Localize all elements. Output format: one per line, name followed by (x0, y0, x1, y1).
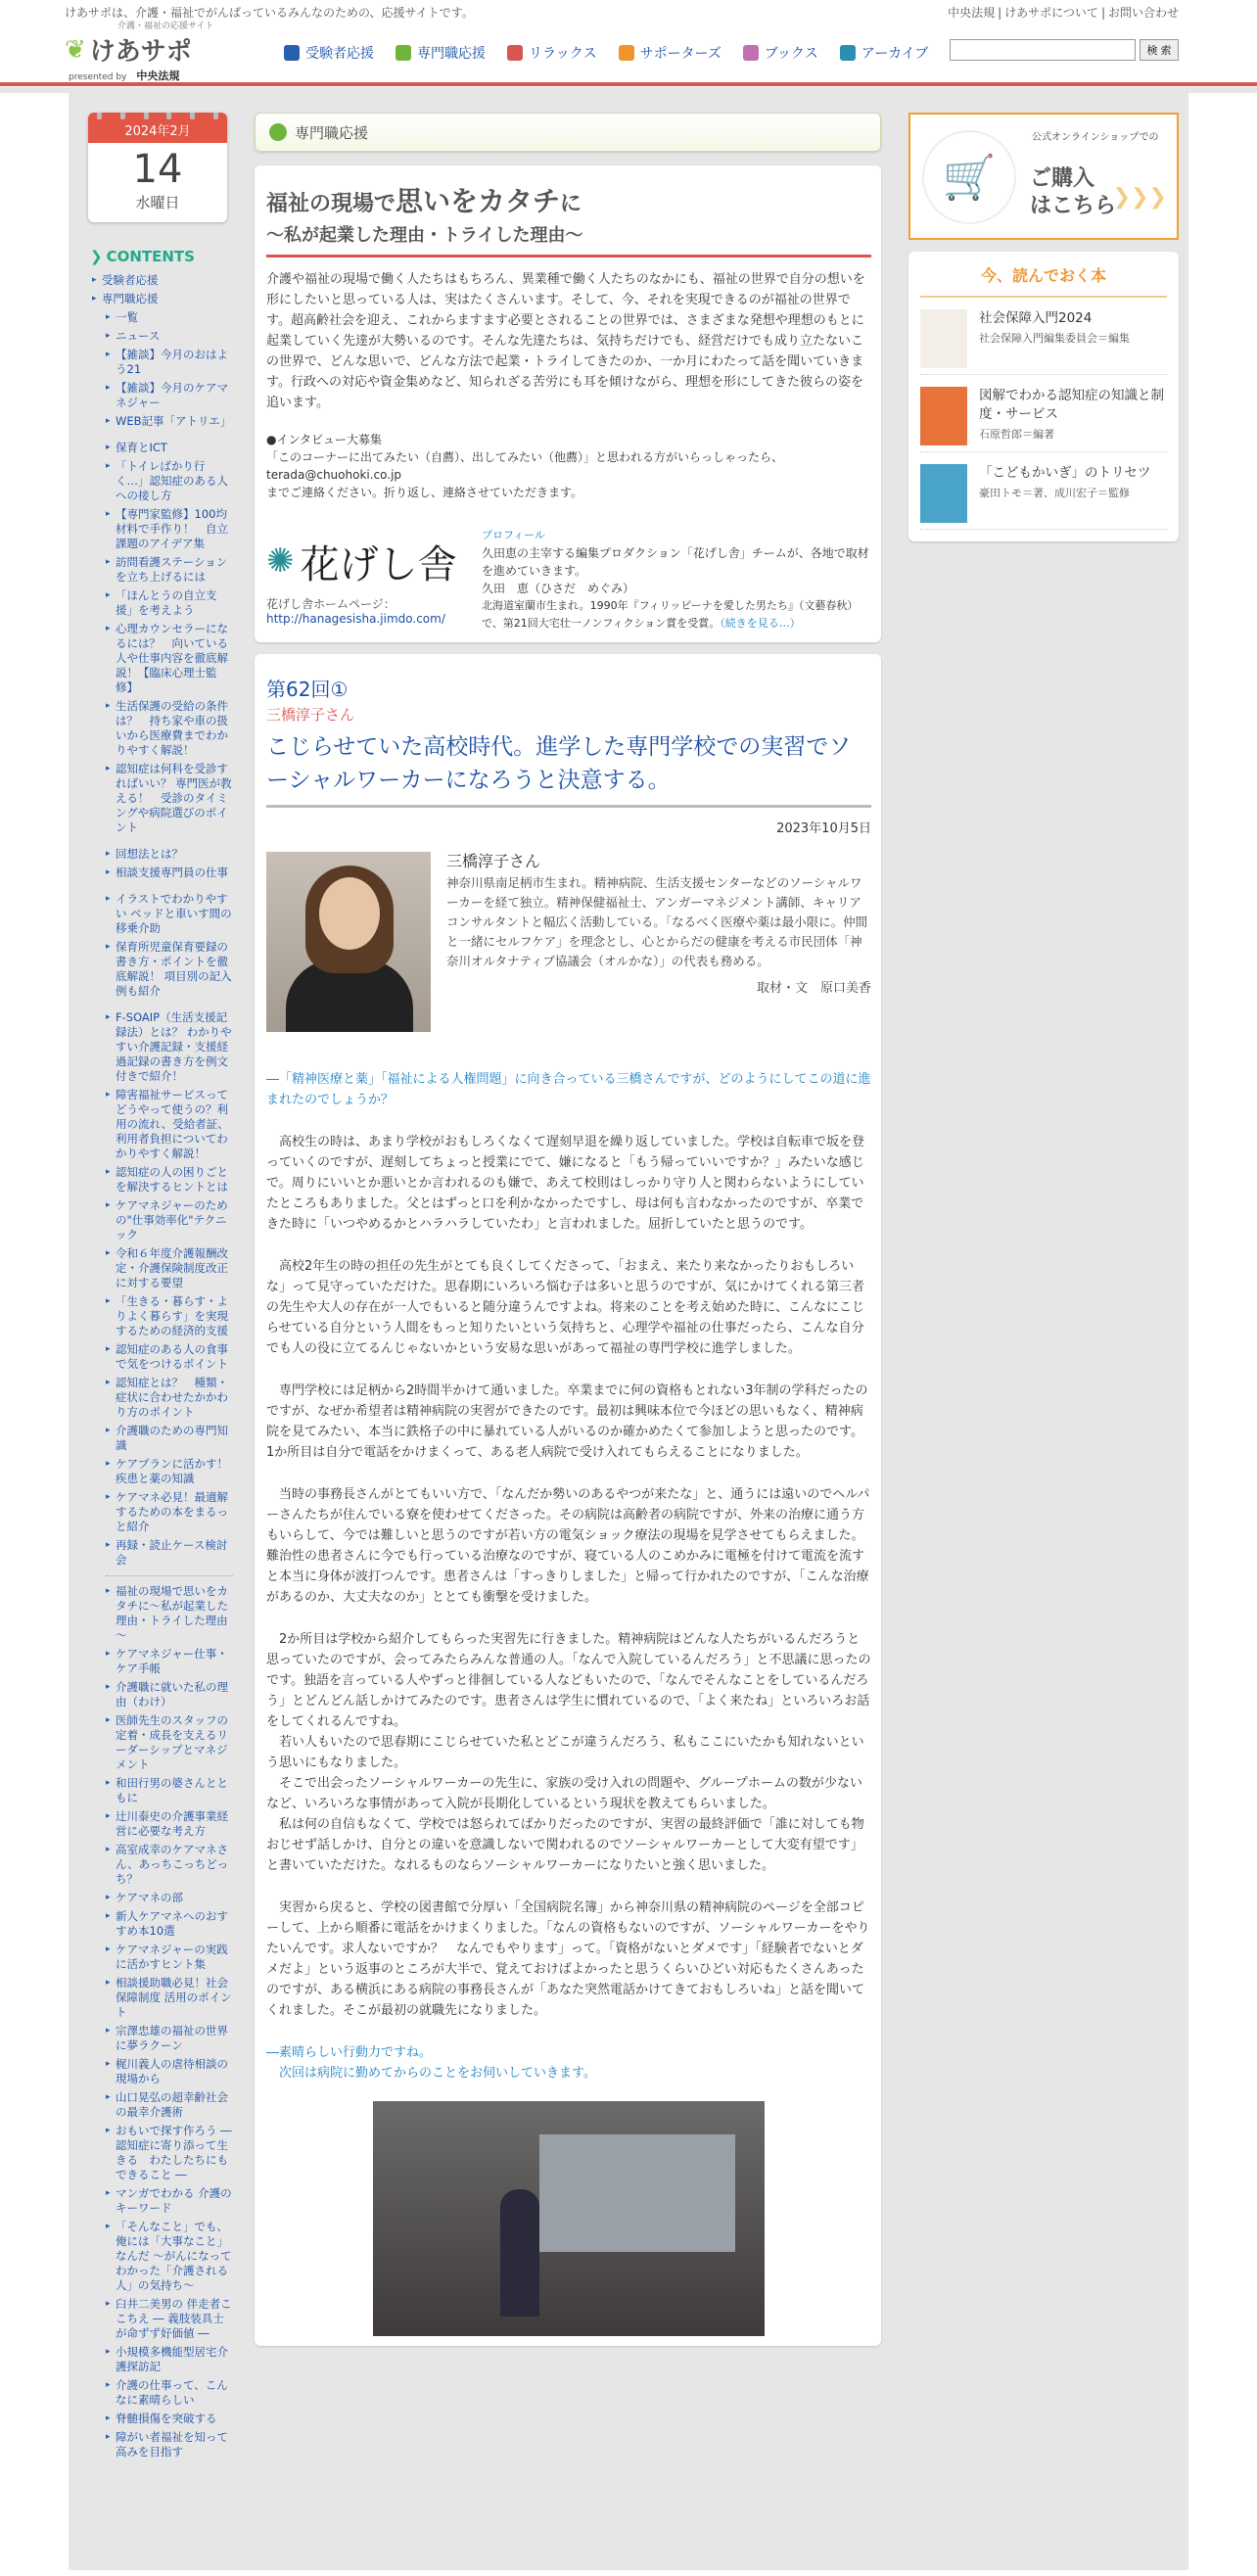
chevron-down-icon: ❯ (90, 248, 103, 265)
book-title: 「こどもかいぎ」のトリセツ (979, 465, 1151, 481)
nav-label: 受験者応援 (305, 46, 374, 62)
interviewee-fullname: 三橋淳子さん (446, 852, 541, 870)
contents-item[interactable]: ▸ ケアプランに活かす！疾患と薬の知識 (106, 1455, 233, 1488)
main-column (255, 113, 881, 2346)
contents-item[interactable]: ▸ 【雑談】今月のおはよう21 (106, 346, 233, 379)
nav-label: ブックス (764, 46, 818, 62)
search-bar (950, 39, 1179, 61)
contents-item[interactable]: ▸ ニュース (106, 327, 233, 346)
seminar-photo (373, 2101, 765, 2336)
contents-item[interactable]: ▸ おもいで探す作ろう ― 認知症に寄り添って生きる わたしたちにもできること ― (106, 2122, 233, 2184)
contents-item[interactable]: ▸ 介護職に就いた私の理由（わけ） (106, 1678, 233, 1711)
contents-item[interactable]: ▸ 脊髄損傷を突破する (106, 2410, 233, 2428)
person-icon (269, 123, 287, 141)
nav-label: 専門職応援 (417, 46, 486, 62)
interviewee-photo (266, 852, 431, 1032)
contents-item[interactable]: ▸ 和田行男の婆さんとともに (106, 1774, 233, 1807)
contents-title: CONTENTS (106, 248, 195, 265)
profile-bio: 北海道室蘭市生まれ。1990年『フィリッピーナを愛した男たち』（文藝春秋）で、第21回大宅壮一ノンフィクション賞を受賞。 (482, 599, 859, 630)
logo-company: 中央法規 (136, 70, 180, 82)
contents-item[interactable]: ▸ 認知症は何科を受診すればいい？ 専門医が教える！ 受診のタイミングや病院選びのポイント (106, 760, 233, 837)
answer-paragraph: 当時の事務長さんがとてもいい方で、「なんだか勢いのあるやつが来たな」と、通うには遠いのでヘルパーさんたちが住んでいる寮を使わせてくださった。その病院は高齢者の病院ですが、外来の治療に通う方もいらして、今では難しいと思うのですが若い方の電気ショック療法の現場を見学させてもらえました。難治性の患者さんに今でも行っている治療なのですが、寝ている人のこめかみに電極を付けて電流を流すと本当に身体が波打つんです。患者さんは「すっきりしました」と帰って行かれたのですが、「こんな治療があるのか、大丈夫なのか」ととても衝撃を受けました。 (266, 1487, 870, 1605)
nav-label: サポーターズ (639, 46, 722, 62)
contents-item[interactable]: ▸ 高室成幸のケアマネさん、あっちこっちどっち？ (106, 1841, 233, 1889)
contents-item[interactable]: ▸ 受験者応援 (92, 271, 233, 290)
book-list (920, 298, 1167, 530)
search-input[interactable] (950, 39, 1136, 61)
site-tagline: けあサポは、介護・福祉でがんばっているみんなのための、応援サイトです。 (65, 5, 474, 20)
author-profile (266, 527, 871, 632)
homepage-link[interactable]: http://hanagesisha.jimdo.com/ (266, 612, 445, 626)
contents-item[interactable]: ▸ 「生きる・暮らす・よりよく暮らす」を実現するための経済的支援 (106, 1292, 233, 1340)
contents-item[interactable]: ▸ ケアマネジャーのための"仕事効率化"テクニック (106, 1196, 233, 1244)
calendar-month: 2024年2月 (124, 124, 191, 139)
hanagesisha-logo: ✺ 花げし舎 (266, 541, 457, 587)
interviewee-name: 三橋淳子さん (266, 706, 355, 724)
answer-paragraph: 専門学校には足柄から2時間半かけて通いました。卒業までに何の資格もとれない3年制の学科だったのですが、なぜか希望者は精神病院の実習ができたのです。最初は興味本位で今ほどの思いもなく、精神病院を見てみたい、本当に鉄格子の中に暴れている人がいるのか確かめたくて参加しようと思ったのです。1か所目は自分で電話をかけまくって、ある老人病院で受け入れてもらえることになりました。 (266, 1383, 868, 1460)
nav-icon (284, 45, 300, 61)
contents-item[interactable]: ▸ 梶川義人の虐待相談の現場から (106, 2055, 233, 2088)
shop-banner[interactable] (908, 113, 1179, 240)
contents-item[interactable]: ▸ マンガでわかる 介護のキーワード (106, 2184, 233, 2218)
book-cover (920, 387, 967, 445)
contents-item[interactable]: ▸ 【専門家監修】100均材料で手作り！ 自立課題のアイデア集 (106, 505, 233, 553)
contents-item[interactable]: ▸ ケアマネジャー仕事・ケア手帳 (106, 1645, 233, 1678)
contents-item[interactable]: ▸ 介護の仕事って、こんなに素晴らしい (106, 2376, 233, 2410)
episode-number: 第62回① (266, 678, 349, 701)
article-date: 2023年10月5日 (776, 821, 871, 836)
article-title: こじらせていた高校時代。進学した専門学校での実習でソーシャルワーカーになろうと決意する。 (266, 730, 871, 808)
closing-note: ―素晴らしい行動力ですね。 次回は病院に勤めてからのことをお伺いしていきます。 (266, 2045, 596, 2081)
contents-item[interactable]: ▸ ケアマネの部 (106, 1889, 233, 1907)
calendar-day: 14 (132, 147, 183, 192)
contents-item[interactable]: ▸ 小規模多機能型居宅介護探訪記 (106, 2343, 233, 2376)
book-item[interactable] (920, 298, 1167, 375)
nav-icon (507, 45, 523, 61)
contents-item[interactable]: ▸ WEB記事「アトリエ」 (106, 412, 233, 431)
profile-desc: 久田恵の主宰する編集プロダクション「花げし舎」チームが、各地で取材を進めていきます。 (482, 546, 869, 578)
contents-item[interactable]: ▸ 「ほんとうの自立支援」を考えよう (106, 586, 233, 620)
search-button[interactable]: 検 索 (1140, 39, 1179, 61)
contents-item[interactable]: ▸ 認知症のある人の食事で気をつけるポイント (106, 1340, 233, 1374)
profile-logo-area (266, 527, 462, 632)
nav-label: アーカイブ (861, 46, 929, 62)
contents-item[interactable]: ▸ 【雑談】今月のケアマネジャー (106, 379, 233, 412)
book-cover (920, 309, 967, 368)
site-header (0, 23, 1257, 82)
answer-paragraph: 高校2年生の時の担任の先生がとても良くしてくださって、「おまえ、来たり来なかったりおもしろいな」って見守っていただけた。思春期にいろいろ悩む子は多いと思うのですが、気にかけてくれる第三者の先生や大人の存在が一人でもいると随分違うんですよね。将来のことを考え始めた時に、こんなにこじらせている自分という人間をもっと知りたいという気持ちと、心理学や福祉の仕事だったら、こんな自分でも人の役に立てるんじゃないかという安易な思いがあって福祉の専門学校に進学しました。 (266, 1259, 865, 1356)
left-sidebar (78, 113, 237, 2461)
reading-list (908, 252, 1179, 541)
reading-heading: 今、読んでおく本 (920, 263, 1167, 298)
book-author: 石原哲郎＝編著 (979, 428, 1054, 441)
contents-item[interactable]: ▸ 認知症とは？ 種類・症状に合わせたかかわり方のポイント (106, 1374, 233, 1422)
series-subtitle: ～私が起業した理由・トライした理由～ (266, 221, 871, 258)
contents-item[interactable]: ▸ イラストでわかりやすい ベッドと車いす間の移乗介助 (106, 890, 233, 938)
article-credit: 取材・文 原口美香 (756, 981, 871, 996)
profile-author: 久田 恵（ひさだ めぐみ） (482, 582, 635, 595)
contents-item[interactable]: ▸ 保育所児童保育要録の書き方・ポイントを徹底解説！ 項目別の記入例も紹介 (106, 938, 233, 1001)
book-title: 社会保障入門2024 (979, 310, 1093, 326)
read-more-link[interactable]: （続きを見る…） (720, 617, 801, 630)
date-calendar (88, 113, 227, 222)
nav-item[interactable] (840, 43, 928, 63)
nav-label: リラックス (529, 46, 597, 62)
book-item[interactable] (920, 452, 1167, 530)
page-body (69, 93, 1188, 2570)
contents-item[interactable]: ▸ 認知症の人の困りごとを解決するヒントとは (106, 1163, 233, 1196)
contents-item[interactable]: ▸ 回想法とは？ (106, 845, 233, 864)
interviewee-bio: 神奈川県南足柄市生まれ。精神病院、生活支援センターなどのソーシャルワーカーを経て独立。精神保健福祉士、アンガーマネジメント講師、キャリアコンサルタントと幅広く活動している。「なるべく医療や薬は最小限に。仲間と一緒にセルフケア」を理念とし、心とからだの健康を考える市民団体「神奈川オルタナティブ協議会（オルかな）」の代表も務める。 (446, 875, 868, 968)
contents-item[interactable]: ▸ 保育とICT (106, 439, 233, 457)
series-title: 福祉の現場で思いをカタチに (266, 185, 582, 217)
logo-name: けあサポ (89, 37, 192, 67)
contents-item[interactable]: ▸ 心理カウンセラーになるには？ 向いている人や仕事内容を徹底解説！【臨床心理士監修】 (106, 620, 233, 697)
contents-item[interactable]: ▸ 「そんなこと」でも、俺には「大事なこと」なんだ ～がんになってわかった「介護される人」の気持ち～ (106, 2218, 233, 2295)
leaf-icon: ❦ (65, 34, 86, 65)
contents-item[interactable]: ▸ 令和６年度介護報酬改定・介護保険制度改正に対する要望 (106, 1244, 233, 1292)
contents-item[interactable]: ▸ 辻川泰史の介護事業経営に必要な考え方 (106, 1807, 233, 1841)
link-about[interactable]: けあサポについて (1004, 5, 1098, 20)
contents-item[interactable]: ▸ 相談援助職必見！社会保障制度 活用のポイント (106, 1974, 233, 2022)
contents-item[interactable]: ▸ 宗澤忠雄の福祉の世界に夢ラクーン (106, 2022, 233, 2055)
question: ―「精神医療と薬」「福祉による人権問題」に向き合っている三橋さんですが、どのようにしてこの道に進まれたのでしょうか？ (266, 1072, 871, 1107)
contents-item[interactable]: ▸ 山口晃弘の超幸齢社会の最幸介護術 (106, 2088, 233, 2122)
article-body (266, 1069, 871, 2084)
shop-caption: 公式オンラインショップでの (1032, 132, 1159, 143)
contents-item[interactable]: ▸ 訪問看護ステーションを立ち上げるには (106, 553, 233, 586)
book-item[interactable] (920, 375, 1167, 452)
series-description: 介護や福祉の現場で働く人たちはもちろん、異業種で働く人たちのなかにも、福祉の世界で自分の想いを形にしたいと思っている人は、実はたくさんいます。そして、今、それを実現できるのが福祉の世界です。超高齢社会を迎え、これからますます必要とされることの世界では、さまざまな発想や理想のもとに起業していく先達が大勢いるのです。そんな先達たちは、気持ちだけでも、経営だけでも成り立たないこの世界で、どんな思いで、どんな方法で起業・トライしてきたのか、一か月にわたって話を聞いていきます。行政への対応や資金集めなど、知られざる苦労にも耳を傾けながら、理想を形にしてきた彼らの姿を追います。 (266, 272, 865, 410)
calendar-weekday: 水曜日 (135, 194, 180, 211)
contents-item[interactable]: ▸ 一覧 (106, 308, 233, 327)
interview-request: ●インタビュー大募集 「このコーナーに出てみたい（自薦）、出してみたい（他薦）」と思われる方がいらっしゃったら、 terada@chuohoki.co.jp までご連絡ください。折り返し、連絡させていただきます。 (266, 433, 784, 499)
contents-item[interactable]: ▸ ケアマネ必見！最適解するための本をまるっと紹介 (106, 1488, 233, 1536)
cart-icon: 🛒 (922, 130, 1016, 224)
contents-item[interactable]: ▸ 臼井二美男の 伴走者ここちえ ― 義肢装具士が命ずず好価値 ― (106, 2295, 233, 2343)
main-nav (284, 43, 928, 63)
book-title: 図解でわかる認知症の知識と制度・サービス (979, 388, 1164, 422)
series-intro (255, 165, 881, 642)
nav-icon (396, 45, 411, 61)
contents-item[interactable]: ▸ 相談支援専門員の仕事 (106, 864, 233, 882)
nav-item[interactable] (743, 43, 818, 63)
contents-item[interactable]: ▸ 介護職のための専門知識 (106, 1422, 233, 1455)
answer-paragraph: 2か所目は学校から紹介してもらった実習先に行きました。精神病院はどんな人たちがいるんだろうと思っていたのですが、会ってみたらみんな普通の人。「なんで入院しているんだろう」と不思議に思ったのです。独語を言っている人やずっと徘徊している人などもいたので、「なんでそんなことをしているんだろう」とどんどん話しかけてみたのです。患者さんは学生に慣れているので、「よく来たね」といろいろお話をしてくれるんですね。 若い人もいたので思春期にこじらせていた私とどこが違うんだろう、私もここにいたかも知れないという思いにもなりました。 そこで出会ったソーシャルワーカーの先生に、家族の受け入れの問題や、グループホームの数が少ないなど、いろいろな事情があって入院が長期化しているという現状を教えてもらいました。 私は何の自信もなくて、学校では怒られてばかりだったのですが、実習の最終評価で「誰に対しても物おじせず話しかけ、自分との違いを意識しないで関われるのでソーシャルワーカーとして大変有望です」と書いていただけた。なれるものならソーシャルワーカーになりたいと強く思いました。 (266, 1632, 871, 1873)
nav-icon (743, 45, 759, 61)
contents-item[interactable]: ▸ 障害福祉サービスってどうやって使うの？利用の流れ、受給者証、利用者負担についてわかりやすく解説！ (106, 1086, 233, 1163)
contents-item[interactable]: ▸ 生活保護の受給の条件は？ 持ち家や車の扱いから医療費までわかりやすく解説！ (106, 697, 233, 760)
contents-item[interactable]: ▸ ケアマネジャーの実践に活かすヒント集 (106, 1941, 233, 1974)
arrow-icon: ❯❯❯ (1112, 185, 1167, 210)
nav-item[interactable] (619, 43, 722, 63)
article (255, 654, 881, 2346)
email-link[interactable]: terada@chuohoki.co.jp (266, 468, 402, 482)
nav-item[interactable] (507, 43, 597, 63)
contents-item[interactable]: ▸ F-SOAIP（生活支援記録法）とは？ わかりやすい介護記録・支援経過記録の書き方を例文付きで紹介！ (106, 1008, 233, 1086)
site-logo[interactable] (65, 23, 260, 83)
contents-item[interactable]: ▸ 福祉の現場で思いをカタチに～私が起業した理由・トライした理由～ (106, 1575, 233, 1645)
category-header (255, 113, 881, 152)
homepage-label: 花げし舎ホームページ： (266, 597, 396, 611)
logo-presented: presented by (69, 72, 127, 82)
category-label: 専門職応援 (295, 123, 369, 142)
link-chuohoki[interactable]: 中央法規 (948, 5, 996, 20)
book-cover (920, 464, 967, 523)
nav-item[interactable] (396, 43, 486, 63)
contents-list (78, 271, 237, 2461)
top-links: 中央法規 | けあサポについて | お問い合わせ (948, 5, 1179, 20)
nav-item[interactable] (284, 43, 374, 63)
contents-item[interactable]: ▸ 「トイレばかり行く…」認知症のある人への接し方 (106, 457, 233, 505)
link-contact[interactable]: お問い合わせ (1107, 5, 1179, 20)
answer-paragraph: 高校生の時は、あまり学校がおもしろくなくて遅刻早退を繰り返していました。学校は自転車で坂を登っていくのですが、遅刻してちょっと授業にでて、嫌になると「もう帰っていいですか？」みたいな感じで。周りにいいとか悪いとか言われるのも嫌で、あえて校則はしっかり守り人と関わらないようにしていたところもありました。父とはずっと口を利かなかったですし、母は何も言わなかったのですが、卒業できた時に「いつやめるかとハラハラしていたわ」と言われました。屈折していたと思うのです。 (266, 1135, 865, 1232)
flower-icon: ✺ (266, 541, 295, 581)
contents-item[interactable]: ▸ 再録・読止ケース検討会 (106, 1536, 233, 1569)
shop-label: ご購入 はこちら (1030, 166, 1117, 218)
contents-heading (90, 248, 237, 265)
answer-paragraph: 実習から戻ると、学校の図書館で分厚い「全国病院名簿」から神奈川県の精神病院のページを全部コピーして、上から順番に電話をかけまくりました。「なんの資格もないのですが、ソーシャルワーカーをやりたいんです。求人ないですか？ なんでもやります」って。「資格がないとダメです」「経験者でないとダメだよ」という返事のところが大半で、覚えておけばよかったと思うくらいひどい対応もたくさんあったのですが、ある横浜にある病院の事務長さんが「あなた突然電話かけてきておもしろいね」と話を聞いてくれました。そこが最初の就職先になりました。 (266, 1900, 870, 2018)
nav-icon (619, 45, 634, 61)
book-author: 社会保障入門編集委員会＝編集 (979, 332, 1130, 345)
book-author: 豪田トモ＝著、成川宏子＝監修 (979, 487, 1130, 499)
contents-item[interactable]: ▸ 専門職応援 (92, 290, 233, 308)
right-sidebar (908, 113, 1179, 541)
logo-sub: 介護・福祉の応援サイト (117, 22, 214, 31)
contents-item[interactable]: ▸ 医師先生のスタッフの定着・成長を支えるリーダーシップとマネジメント (106, 1711, 233, 1774)
contents-item[interactable]: ▸ 新人ケアマネへのおすすめ本10選 (106, 1907, 233, 1941)
contents-item[interactable]: ▸ 障がい者福祉を知って高みを目指す (106, 2428, 233, 2461)
interviewee-profile (266, 852, 871, 1032)
profile-tag: プロフィール (482, 529, 545, 541)
nav-icon (840, 45, 856, 61)
profile-text (482, 527, 871, 632)
